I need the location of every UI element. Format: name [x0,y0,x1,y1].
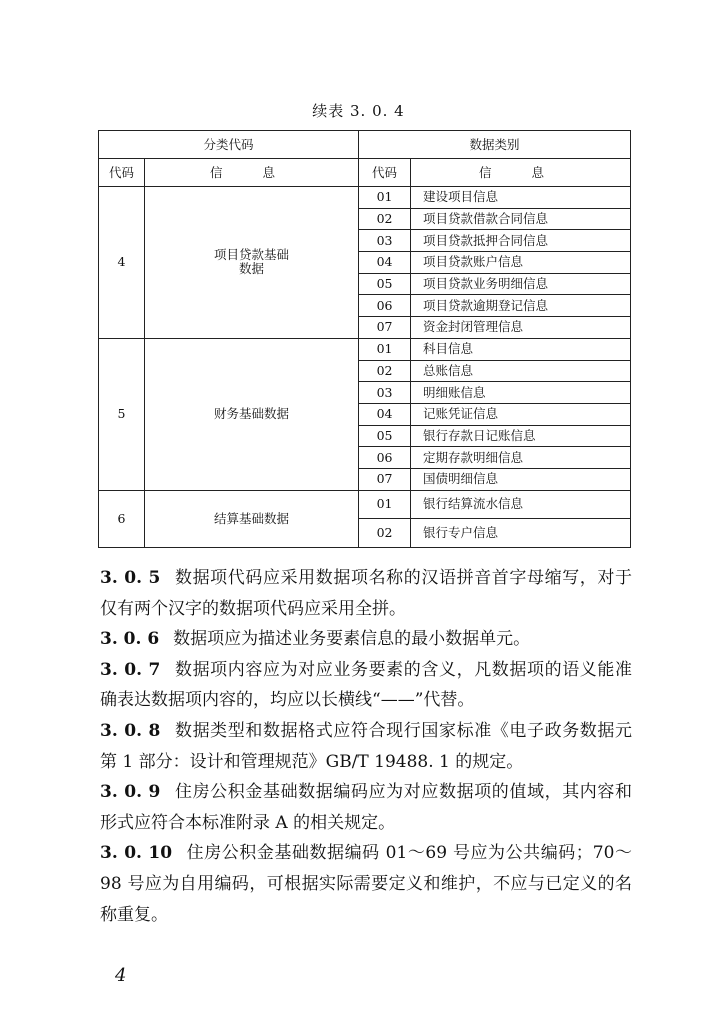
item-info: 银行结算流水信息 [411,490,631,519]
category-name [145,187,359,339]
clause [100,655,632,716]
clause-text: 数据项应为描述业务要素信息的最小数据单元。 [173,629,531,650]
header-classification-code: 分类代码 [99,131,359,159]
item-info: 明细账信息 [411,382,631,404]
data-category-table [98,130,631,548]
subheader-code: 代码 [99,159,145,187]
item-code: 07 [359,468,411,490]
item-code: 02 [359,519,411,548]
item-code: 04 [359,252,411,274]
clause [100,777,632,838]
item-info: 建设项目信息 [411,187,631,209]
category-name-line: 财务基础数据 [214,406,290,422]
clause-number: 3. 0. 8 [100,720,161,741]
clauses [100,563,632,930]
category-name-line: 项目贷款基础 [214,247,290,263]
item-code: 06 [359,447,411,469]
clause-number: 3. 0. 10 [100,843,173,864]
category-name [145,338,359,490]
subheader-code: 代码 [359,159,411,187]
item-info: 项目贷款账户信息 [411,252,631,274]
clause-text: 数据项代码应采用数据项名称的汉语拼音首字母缩写，对于仅有两个汉字的数据项代码应采用全拼。 [100,568,632,619]
clause-number: 3. 0. 6 [100,629,160,650]
item-info: 项目贷款业务明细信息 [411,273,631,295]
category-code: 5 [99,338,145,490]
clause-number: 3. 0. 5 [100,568,161,588]
table-row [99,490,631,519]
item-code: 03 [359,382,411,404]
clause-text: 住房公积金基础数据编码 01～69 号应为公共编码；70～98 号应为自用编码，可根据实际需要定义和维护，不应与已定义的名称重复。 [100,843,632,925]
subheader-info: 信 息 [411,159,631,187]
table-row [99,338,631,360]
item-info: 项目贷款抵押合同信息 [411,230,631,252]
item-info: 国债明细信息 [411,468,631,490]
category-code: 6 [99,490,145,547]
item-code: 04 [359,403,411,425]
clause [100,563,632,624]
header-data-category: 数据类别 [359,131,631,159]
category-name [145,490,359,547]
item-code: 01 [359,490,411,519]
item-info: 项目贷款逾期登记信息 [411,295,631,317]
item-info: 资金封闭管理信息 [411,317,631,339]
clause [100,624,632,655]
item-code: 02 [359,208,411,230]
clause-number: 3. 0. 7 [100,659,161,680]
category-name-line: 结算基础数据 [214,510,290,526]
clause-text: 数据项内容应为对应业务要素的含义，凡数据项的语义能准确表达数据项内容的，均应以长横线“——”代替。 [100,659,632,711]
item-code: 01 [359,187,411,209]
item-info: 总账信息 [411,360,631,382]
item-code: 05 [359,425,411,447]
item-info: 科目信息 [411,338,631,360]
category-name-line: 数据 [239,261,265,277]
item-info: 银行存款日记账信息 [411,425,631,447]
table-row [99,187,631,209]
category-code: 4 [99,187,145,339]
item-code: 05 [359,273,411,295]
clause-number: 3. 0. 9 [100,782,161,803]
item-info: 记账凭证信息 [411,403,631,425]
subheader-info: 信 息 [145,159,359,187]
item-info: 定期存款明细信息 [411,447,631,469]
clause [100,716,632,777]
page-number: 4 [115,965,127,986]
item-info: 银行专户信息 [411,519,631,548]
item-code: 06 [359,295,411,317]
item-info: 项目贷款借款合同信息 [411,208,631,230]
item-code: 03 [359,230,411,252]
item-code: 07 [359,317,411,339]
item-code: 02 [359,360,411,382]
clause [100,838,632,930]
table-caption: 续表 3. 0. 4 [312,102,405,120]
item-code: 01 [359,338,411,360]
clause-text: 数据类型和数据格式应符合现行国家标准《电子政务数据元 第 1 部分：设计和管理规范》GB/T 19488. 1 的规定。 [100,720,632,772]
clause-text: 住房公积金基础数据编码应为对应数据项的值域，其内容和形式应符合本标准附录 A 的相关规定。 [100,782,632,833]
